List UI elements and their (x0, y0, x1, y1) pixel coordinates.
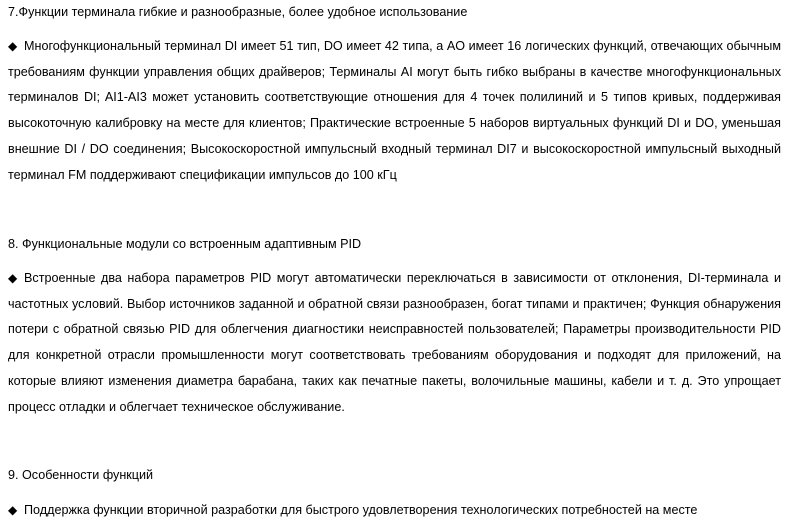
section-8-heading: 8. Функциональные модули со встроенным адаптивным PID (8, 237, 362, 251)
section-9-heading: 9. Особенности функций (8, 468, 154, 482)
section-7-text: Многофункциональный терминал DI имеет 51 тип, DO имеет 42 типа, а AO имеет 16 логических функций, отвечающих обычным требованиям функции управления общих драйверов; Терминалы AI могут быть гибко выбраны в качестве многофункциональных терминалов DI; AI1-AI3 может установить соответствующие отношения для 4 точек полилиний и 5 типов кривых, поддерживая высокоточную калибровку на месте для клиентов; Практические встроенные 5 наборов виртуальных функций DI и DO, уменьшая внешние DI / DO соединения; Высокоскоростной импульсный входный терминал DI7 и высокоскоростной импульсный выходный терминал FM поддерживают спецификации импульсов до 100 кГц (8, 39, 781, 182)
diamond-bullet-icon: ◆ (8, 271, 18, 285)
section-9-text: Поддержка функции вторичной разработки для быстрого удовлетворения технологических потребностей на месте (24, 503, 698, 517)
section-8-paragraph (8, 266, 781, 420)
section-8-text: Встроенные два набора параметров PID могут автоматически переключаться в зависимости от отклонения, DI-терминала и частотных условий. Выбор источников заданной и обратной связи разнообразен, богат типами и практичен; Функция обнаружения потери с обратной связью PID для облегчения диагностики неисправностей пользователей; Параметры производительности PID для конкретной отрасли промышленности могут соответствовать требованиям оборудования и подходят для приложений, на которые влияют изменения диаметра барабана, таких как печатные пакеты, волочильные машины, кабели и т. д. Это упрощает процесс отладки и облегчает техническое обслуживание. (8, 271, 781, 414)
diamond-bullet-icon: ◆ (8, 39, 18, 53)
diamond-bullet-icon: ◆ (8, 503, 18, 517)
section-7-heading: 7.Функции терминала гибкие и разнообразные, более удобное использование (8, 5, 468, 19)
section-7-paragraph (8, 34, 781, 188)
section-9-paragraph (8, 498, 781, 524)
